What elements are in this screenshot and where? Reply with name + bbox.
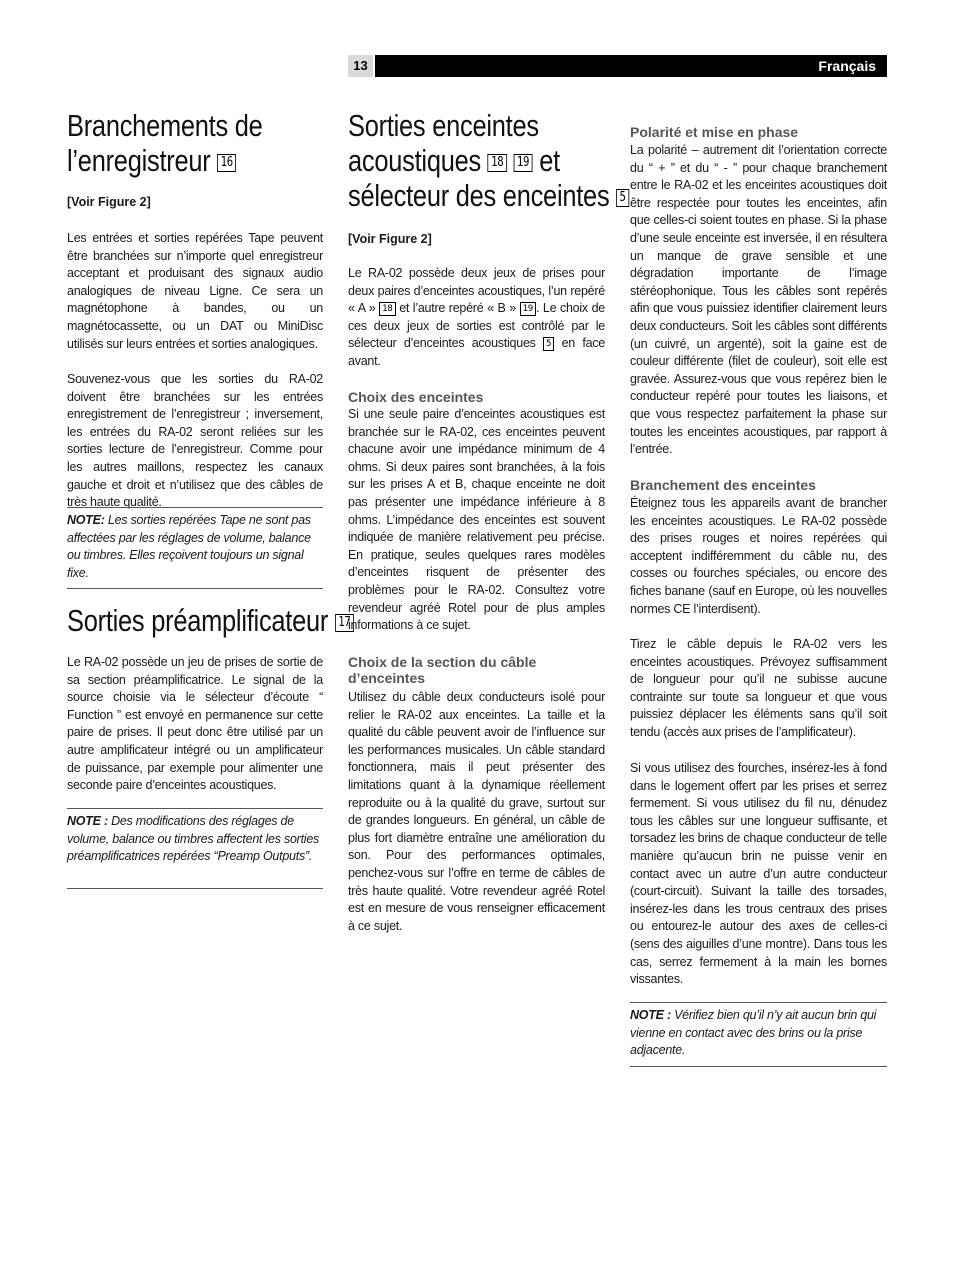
page-number: 13 bbox=[348, 55, 373, 77]
paragraph: Utilisez du câble deux conducteurs isolé pour relier le RA-02 aux enceintes. La taille et la qualité du câble peuvent avoir de l’influence sur les performances musicales. Un câble standard fonctionnera, mais il peut présenter des limitations quant à la dynamique réellement reproduite ou à la qualité du grave, surtout sur de grandes longueurs. En général, un câble de plus fort diamètre entraîne une amélioration du son. Pour des performances optimales, penchez-vous sur l’offre en terme de câbles de très haute qualité. Votre revendeur agréé Rotel est en mesure de vous renseigner efficacement à ce sujet. bbox=[348, 690, 605, 933]
paragraph: Tirez le câble depuis le RA-02 vers les enceintes acoustiques. Prévoyez suffisamment de longueur pour qu’il ne subisse aucune contrainte sur toute sa longueur et que vous puissiez déplacer les éléments sans qu’il soit tendu (accès aux prises de l’amplificateur). bbox=[630, 637, 887, 739]
callout-badge-19: 19 bbox=[514, 154, 533, 172]
callout-badge-16: 16 bbox=[217, 154, 236, 172]
paragraph: Les entrées et sorties repérées Tape peuvent être branchées sur n’importe quel enregistreur acceptant et produisant des signaux audio analogiques de niveau Ligne. Ce sera un magnétophone à bandes, ou un magnétocassette, ou un DAT ou MiniDisc utilisés sur leurs entrées et sorties analogiques. bbox=[67, 231, 323, 351]
paragraph: Si vous utilisez des fourches, insérez-les à fond dans le logement offert par les prises et serrez fermement. Si vous utilisez du fil nu, dénudez tous les câbles sur une longueur suffisante, et torsadez les brins de chaque conducteur de telle manière qu’aucun brin ne puisse venir en contact avec un autre d’un autre conducteur (court-circuit). Suivant la taille des torsades, insérez-les dans les trous centraux des prises ou entourez-le autour des axes de celles-ci (sens des aiguilles d’une montre). Dans tous les cas, serrez fermement à la main les bornes vissantes. bbox=[630, 761, 887, 987]
paragraph: Si une seule paire d’enceintes acoustiques est branchée sur le RA-02, ces enceintes peuvent chacune avoir une impédance minimum de 4 ohms. Si deux paires sont branchées, à la fois sur les prises A et B, chaque enceinte ne doit pas présenter une impédance inférieure à 8 ohms. L’impédance des enceintes est souvent indiquée de manière relativement peu précise. En pratique, seules quelques rares modèles d’enceintes risquent de présenter des problèmes pour le RA-02. Consultez votre revendeur agréé Rotel pour de plus amples informations à ce sujet. bbox=[348, 407, 605, 633]
callout-badge-18: 18 bbox=[488, 154, 507, 172]
figure-reference: [Voir Figure 2] bbox=[67, 195, 151, 209]
paragraph: Éteignez tous les appareils avant de brancher les enceintes acoustiques. Le RA-02 possède des prises rouges et noires repérées qui acceptent indifféremment du câble nu, des cosses ou fourches spéciales, ou encore des fiches banane (sauf en Europe, où les nouvelles normes CE l’interdisent). bbox=[630, 496, 887, 616]
divider bbox=[67, 588, 323, 589]
title-line: Branchements de bbox=[67, 108, 263, 143]
paragraph: Le RA-02 possède un jeu de prises de sortie de sa section préamplificatrice. Le signal de la source choisie via le sélecteur d’écoute “ Function ” est envoyé en permanence sur cette paire de prises. Il peut donc être utilisé par un autre amplificateur intégré ou un amplificateur de puissance, par exemple pour alimenter une seconde paire d’enceintes acoustiques. bbox=[67, 655, 323, 793]
paragraph: La polarité – autrement dit l’orientation correcte du “ + ” et du “ - ” pour chaque branchement entre le RA-02 et les enceintes acoustiques doit être respectée pour toutes les enceintes, afin que celles-ci soient toutes en phase. Si la phase d’une seule enceinte est inversée, il en résultera un manque de grave sensible et une dégradation importante de l’image stéréophonique. Tous les câbles sont repérés afin que vous puissiez identifier clairement leurs deux conducteurs. Soit les câbles sont différents (un cuivré, un argenté), soit la gaine est de couleur différente (filet de couleur), soit elle est gravée. Assurez-vous que vous repérez bien le conducteur repéré pour toutes les liaisons, et que vous respectez parfaitement la phase sur toutes les enceintes acoustiques, par rapport à l’entrée. bbox=[630, 143, 887, 457]
divider bbox=[630, 1066, 887, 1067]
note-text: Des modifications des réglages de volume, balance ou timbres affectent les sorties préamplificatrices repérées “Preamp Outputs”. bbox=[67, 814, 320, 864]
note bbox=[630, 1007, 887, 1060]
figure-reference: [Voir Figure 2] bbox=[348, 232, 432, 246]
note-label: NOTE : bbox=[67, 814, 108, 828]
subheading: Polarité et mise en phase bbox=[630, 124, 799, 140]
callout-badge-5: 5 bbox=[543, 337, 554, 351]
note bbox=[67, 813, 323, 866]
note-text: Les sorties repérées Tape ne sont pas affectées par les réglages de volume, balance ou timbres. Elles reçoivent toujours un signal fixe. bbox=[67, 513, 311, 580]
subheading: Choix de la section du câble d’enceintes bbox=[348, 654, 537, 686]
callout-badge-18: 18 bbox=[379, 302, 395, 316]
subheading: Choix des enceintes bbox=[348, 389, 484, 405]
callout-badge-5: 5 bbox=[616, 189, 629, 207]
paragraph: Souvenez-vous que les sorties du RA-02 doivent être branchées sur les entrées enregistrement de l’enregistreur ; inversement, les entrées du RA-02 seront reliées sur les sorties lecture de l’enregistreur. Comme pour les autres maillons, respectez les canaux gauche et droit et n’utilisez que des câbles de très haute qualité. bbox=[67, 372, 323, 510]
section-title-preamp: Sorties préamplificateur 17 bbox=[67, 603, 354, 638]
section-title-recorder bbox=[67, 108, 263, 178]
divider bbox=[67, 808, 323, 809]
title-line: sélecteur des enceintes 5 bbox=[348, 178, 629, 213]
subheading: Branchement des enceintes bbox=[630, 477, 816, 493]
note-label: NOTE : bbox=[630, 1008, 671, 1022]
title-line: l’enregistreur 16 bbox=[67, 143, 263, 178]
paragraph: Le RA-02 possède deux jeux de prises pour deux paires d’enceintes acoustiques, l’un repéré « A » 18 et l’autre repéré « B » 19 . Le choix de ces deux jeux de sorties est contrôlé par le sélecteur d’enceintes acoustiques 5 en face avant. bbox=[348, 266, 605, 368]
divider bbox=[630, 1002, 887, 1003]
callout-badge-17: 17 bbox=[335, 614, 354, 632]
language-label: Français bbox=[375, 55, 887, 77]
note-label: NOTE: bbox=[67, 513, 105, 527]
callout-badge-19: 19 bbox=[520, 302, 536, 316]
divider bbox=[67, 507, 323, 508]
title-line: Sorties enceintes bbox=[348, 108, 539, 143]
page-header bbox=[348, 55, 887, 77]
divider bbox=[67, 888, 323, 889]
title-line: acoustiques 18 19 et bbox=[348, 143, 560, 178]
note bbox=[67, 512, 323, 582]
section-title-speakers bbox=[348, 108, 629, 213]
note-text: Vérifiez bien qu’il n’y ait aucun brin qui vienne en contact avec des brins ou la prise adjacente. bbox=[630, 1008, 877, 1058]
